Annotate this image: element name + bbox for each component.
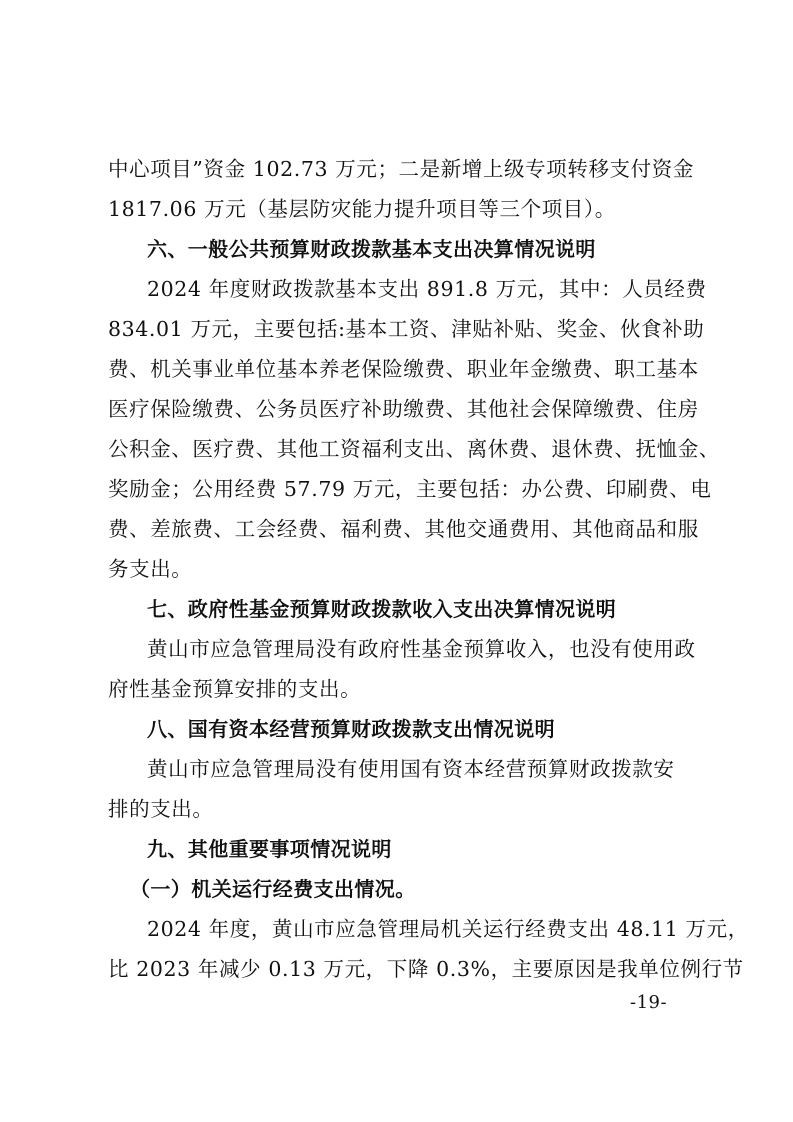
paragraph-line: 中心项目”资金 102.73 万元；二是新增上级专项转移支付资金 bbox=[108, 157, 694, 181]
subsection-heading-one: （一）机关运行经费支出情况。 bbox=[130, 877, 416, 901]
paragraph-line: 834.01 万元，主要包括:基本工资、津贴补贴、奖金、伙食补助 bbox=[108, 317, 705, 341]
paragraph-line: 比 2023 年减少 0.13 万元，下降 0.3%，主要原因是我单位例行节 bbox=[108, 957, 744, 981]
section-heading-seven: 七、政府性基金预算财政拨款收入支出决算情况说明 bbox=[147, 597, 617, 621]
paragraph-line: 务支出。 bbox=[108, 557, 193, 581]
page-number: -19- bbox=[630, 992, 668, 1013]
paragraph-line: 费、差旅费、工会经费、福利费、其他交通费用、其他商品和服 bbox=[108, 517, 699, 541]
section-heading-six: 六、一般公共预算财政拨款基本支出决算情况说明 bbox=[147, 237, 596, 261]
paragraph-line: 府性基金预算安排的支出。 bbox=[108, 677, 362, 701]
paragraph-line: 2024 年度财政拨款基本支出 891.8 万元，其中：人员经费 bbox=[147, 277, 707, 301]
paragraph-line: 医疗保险缴费、公务员医疗补助缴费、其他社会保障缴费、住房 bbox=[108, 397, 699, 421]
paragraph-line: 排的支出。 bbox=[108, 797, 214, 821]
section-heading-nine: 九、其他重要事项情况说明 bbox=[147, 837, 392, 861]
paragraph-line: 公积金、医疗费、其他工资福利支出、离休费、退休费、抚恤金、 bbox=[108, 437, 720, 461]
paragraph-line: 黄山市应急管理局没有使用国有资本经营预算财政拨款安 bbox=[147, 757, 675, 781]
paragraph-line: 奖励金；公用经费 57.79 万元，主要包括：办公费、印刷费、电 bbox=[108, 477, 712, 501]
paragraph-line: 1817.06 万元（基层防灾能力提升项目等三个项目）。 bbox=[108, 197, 616, 221]
paragraph-line: 黄山市应急管理局没有政府性基金预算收入，也没有使用政 bbox=[147, 637, 696, 661]
section-heading-eight: 八、国有资本经营预算财政拨款支出情况说明 bbox=[147, 717, 555, 741]
paragraph-line: 费、机关事业单位基本养老保险缴费、职业年金缴费、职工基本 bbox=[108, 357, 699, 381]
paragraph-line: 2024 年度，黄山市应急管理局机关运行经费支出 48.11 万元， bbox=[147, 917, 749, 941]
